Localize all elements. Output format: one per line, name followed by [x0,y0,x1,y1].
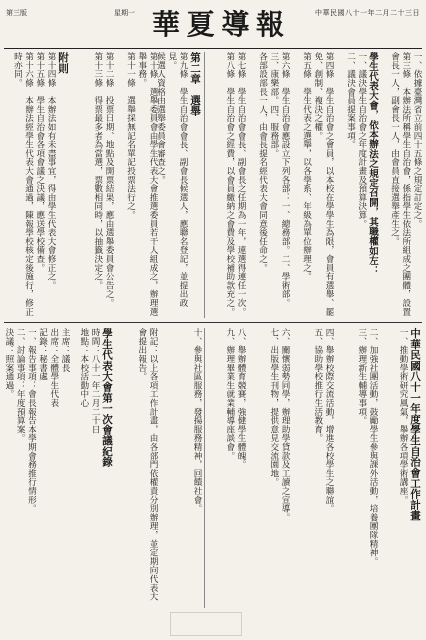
article-column [380,52,422,318]
text-line: 學生代表大會，依本辦法之規定召開，其職權如左： [367,52,378,276]
newspaper-header [4,4,422,49]
article-column [292,52,334,318]
article-column [116,328,158,608]
text-line: 各部設部長一人，由會長提名經代表大會同意後任命之。 [257,52,268,272]
masthead-char: 華 [152,8,181,41]
text-line: 第十五條 學生自治會各項會議之決議，應送學校備查。 [34,52,45,272]
section-heading: 中華民國八十一年度學生自治會工作計畫 [409,328,421,521]
article-column [336,328,378,608]
article-column [292,328,334,608]
band-divider [4,322,422,323]
text-line: 地點：本校活動中心 [78,328,89,408]
masthead-char: 夏 [186,8,215,41]
article-column [6,52,70,318]
text-line: 五、協助學校推行生活教育。 [312,328,323,443]
article-column [72,52,114,318]
text-line: 第九條 學生自治會會長、副會長候選人，應聯名登記，並提出政見。 [166,52,188,308]
text-line: 二、議決會員提案事項。 [345,52,356,149]
text-line: 第十二條 投票日期、地點及開票結果，應由選舉委員會公告之。 [104,52,114,308]
section-heading: 學生代表大會第一次會議紀錄 [101,328,113,468]
text-line: 附記：以上各項工作計畫，由各部門依權責分別辦理，並定期向代表大會提出報告。 [136,328,158,601]
text-line: 四、舉辦校際交流活動，增進各校學生之聯誼。 [324,328,334,513]
masthead-char: 報 [255,8,284,41]
weekday: 星期一 [114,9,135,17]
article-column [248,328,290,608]
text-line: 第六條 學生自治會應設立下列各部：一、總務部。二、學術部。三、康樂部。四、服務部。 [268,52,290,308]
text-line: 決議：照案通過。 [3,328,14,399]
text-line: 第三條 本辦法所稱學生自治會，係指學生依法所組成之團體，設置會長一人，副會長一人，由會員直接選舉產生之。 [389,52,411,316]
column-divider [204,52,205,318]
article-column [3,328,70,608]
text-line: 二、討論事項：年度預算案。 [15,328,26,443]
article-column [336,52,378,318]
library-stamp [170,612,242,636]
article-column [248,52,290,318]
section-heading: 附則 [57,52,69,74]
section-heading: 第二章 選舉 [189,52,201,117]
text-line: 七、出版學生刊物，提供意見交流園地。 [268,328,279,487]
article-column [155,52,202,318]
text-line: 第十三條 得票最多者為當選，票數相同時，以抽籤決定之。 [92,52,103,290]
text-line: 六、關懷弱勢同學，辦理助學貸款及工讀之宣導。 [280,328,290,522]
article-column [116,52,158,318]
text-line: 第十六條 本辦法經學生代表大會通過，陳報學校核定後施行，修正時亦同。 [12,52,34,316]
text-line: 三、辦理新生輔導事項。 [356,328,367,425]
text-line: 十、參與社區服務，發揚服務精神，回饋社會。 [192,328,202,513]
text-line: 第十一條 選舉採無記名單記投票法行之。 [125,52,136,220]
article-column [72,328,114,608]
text-line: 二、加強社團活動，鼓勵學生參與課外活動，培養團隊精神。 [368,328,378,566]
text-line: 第七條 學生自治會會長、副會長之任期為一年，連選得連任一次。 [236,52,246,316]
text-line: 第八條 學生自治會之經費，以會員繳納之會費及學校補助款充之。 [224,52,235,316]
text-line: 一、報告事項：會長報告本學期會務推行情形。 [26,328,37,513]
text-line: 出席：全體學生代表 [48,328,59,408]
text-line: 一、議決學生自治會之年度計畫及預算決算。 [356,52,367,228]
masthead-char: 導 [221,8,250,41]
article-column [160,328,202,608]
text-line: 記錄：秘書處 [37,328,48,381]
text-line: 主席：議長 [60,328,70,372]
article-column [380,328,422,608]
text-line: 時間：八十一年二月二十日 [90,328,100,434]
text-line: 第四條 學生自治會之會員，以本校在學學生為限，會員有選舉、罷免、創制、複決之權。 [312,52,334,316]
text-line: 一、推動學術研究風氣，舉辦各項學術講座。 [398,328,408,504]
text-line: 一、依據臺灣省立前四十五條之規定訂定之。 [412,52,422,228]
text-line: 第五條 學生代表之選舉，以各學系、年級為單位辦理之。 [301,52,312,281]
issue-date: 中華民國八十一年二月二十三日 [315,9,420,17]
text-line: 第十四條 本辦法如有未盡事宜，得由學生代表大會修正之。 [46,52,56,290]
text-line: 九、辦理畢業生就業輔導座談會。 [224,328,235,460]
text-line: 八、舉辦體育競賽，強健學生體魄。 [236,328,246,469]
text-line: 候選人資格由選舉委員會審查之。 [155,52,166,184]
article-column [204,52,246,318]
column-divider [204,328,205,608]
text-line: 第十條 選舉委員會由學生代表大會推選委員若干人組成之，辦理選舉事務。 [136,52,158,316]
page-number: 第三版 [6,9,27,17]
article-column [204,328,246,608]
